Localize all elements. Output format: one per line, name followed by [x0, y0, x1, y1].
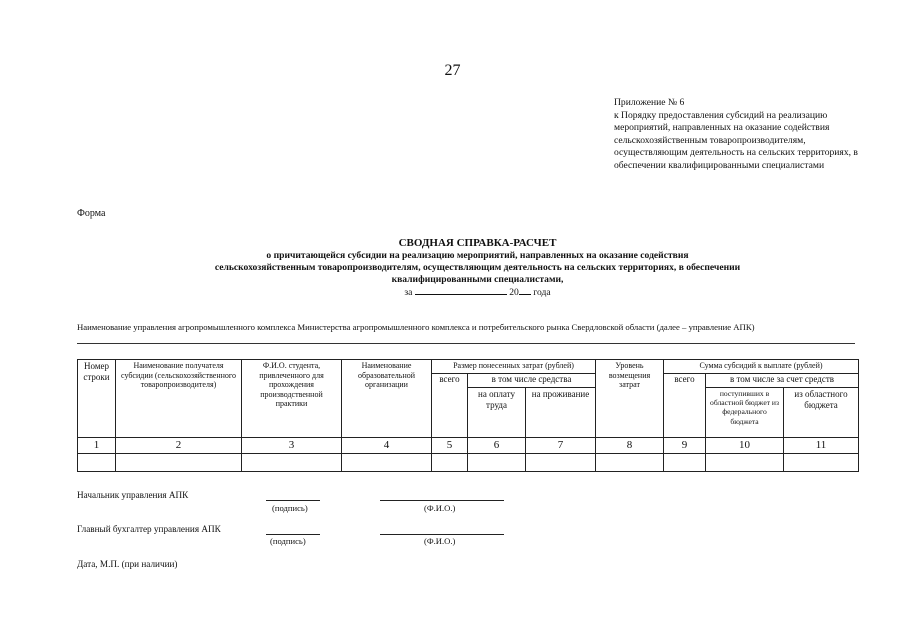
- table-cell: [664, 454, 706, 472]
- table-cell: [596, 454, 664, 472]
- column-number: 4: [342, 438, 432, 454]
- column-number: 9: [664, 438, 706, 454]
- table-cell: [342, 454, 432, 472]
- column-number: 1: [78, 438, 116, 454]
- column-number: 6: [468, 438, 526, 454]
- head-signature-line: [266, 500, 320, 501]
- header-costs-total: всего: [432, 374, 468, 438]
- subsidy-table: [77, 359, 859, 472]
- header-costs-living: на проживание: [526, 388, 596, 438]
- appendix-title: Приложение № 6: [614, 97, 685, 108]
- document-title: СВОДНАЯ СПРАВКА-РАСЧЕТ: [398, 237, 557, 249]
- page-number: 27: [444, 62, 461, 79]
- table-cell: [468, 454, 526, 472]
- date-label: Дата, М.П. (при наличии): [77, 559, 178, 569]
- header-row-number: Номер строки: [78, 360, 116, 438]
- period-suffix: года: [533, 287, 551, 299]
- table-row-empty: [78, 454, 859, 472]
- header-institution: Наименование образовательной организации: [342, 360, 432, 438]
- period-year-prefix: 20: [509, 287, 519, 299]
- table-cell: [526, 454, 596, 472]
- subtitle-line: сельскохозяйственным товаропроизводителям, осуществляющим деятельность на сельских территориях, в обеспечении: [214, 261, 741, 273]
- table-cell: [78, 454, 116, 472]
- table-cell: [784, 454, 859, 472]
- column-number: 7: [526, 438, 596, 454]
- period-prefix: за: [404, 287, 413, 299]
- column-number: 2: [116, 438, 242, 454]
- accountant-name-line: [380, 534, 504, 535]
- column-number: 8: [596, 438, 664, 454]
- header-subsidy-including: в том числе за счет средств: [706, 374, 859, 388]
- header-costs-pay: на оплату труда: [468, 388, 526, 438]
- table-cell: [706, 454, 784, 472]
- column-number: 3: [242, 438, 342, 454]
- header-subsidy: Сумма субсидий к выплате (рублей): [664, 360, 859, 374]
- column-number: 11: [784, 438, 859, 454]
- header-subsidy-federal: поступивших в областной бюджет из федерального бюджета: [706, 388, 784, 438]
- table-cell: [116, 454, 242, 472]
- header-recipient: Наименование получателя субсидии (сельскохозяйственного товаропроизводителя): [116, 360, 242, 438]
- head-name-line: [380, 500, 504, 501]
- form-label: Форма: [77, 208, 106, 219]
- column-number: 10: [706, 438, 784, 454]
- head-signature-hint: (подпись): [272, 503, 308, 513]
- header-subsidy-total: всего: [664, 374, 706, 438]
- header-subsidy-regional: из областного бюджета: [784, 388, 859, 438]
- header-costs: Размер понесенных затрат (рублей): [432, 360, 596, 374]
- appendix-block: [614, 97, 874, 173]
- head-label: Начальник управления АПК: [77, 490, 189, 500]
- table-cell: [242, 454, 342, 472]
- appendix-text: к Порядку предоставления субсидий на реализацию мероприятий, направленных на оказание содействия сельскохозяйственным товаропроизводителям, осуществляющим деятельность на сельских территориях, в обеспечении квалифицированными специалистами: [614, 109, 858, 171]
- header-student: Ф.И.О. студента, привлеченного для прохождения производственной практики: [242, 360, 342, 438]
- table-cell: [432, 454, 468, 472]
- period-line: [100, 285, 855, 300]
- period-blank: [415, 285, 507, 295]
- accountant-label: Главный бухгалтер управления АПК: [77, 524, 221, 534]
- head-name-hint: (Ф.И.О.): [424, 503, 456, 513]
- accountant-signature-hint: (подпись): [270, 536, 306, 546]
- org-name-rule: [77, 343, 855, 344]
- column-number: 5: [432, 438, 468, 454]
- subtitle-line: квалифицированными специалистами,: [391, 273, 564, 285]
- header-costs-including: в том числе средства: [468, 374, 596, 388]
- org-name: Наименование управления агропромышленного комплекса Министерства агропромышленного комплекса и потребительского рынка Свердловской области (далее – управление АПК): [77, 322, 755, 332]
- year-blank: [519, 285, 531, 295]
- subtitle-line: о причитающейся субсидии на реализацию мероприятий, направленных на оказание содействия: [266, 250, 689, 261]
- title-block: [100, 236, 855, 300]
- header-reimbursement-level: Уровень возмещения затрат: [596, 360, 664, 438]
- accountant-name-hint: (Ф.И.О.): [424, 536, 456, 546]
- accountant-signature-line: [266, 534, 320, 535]
